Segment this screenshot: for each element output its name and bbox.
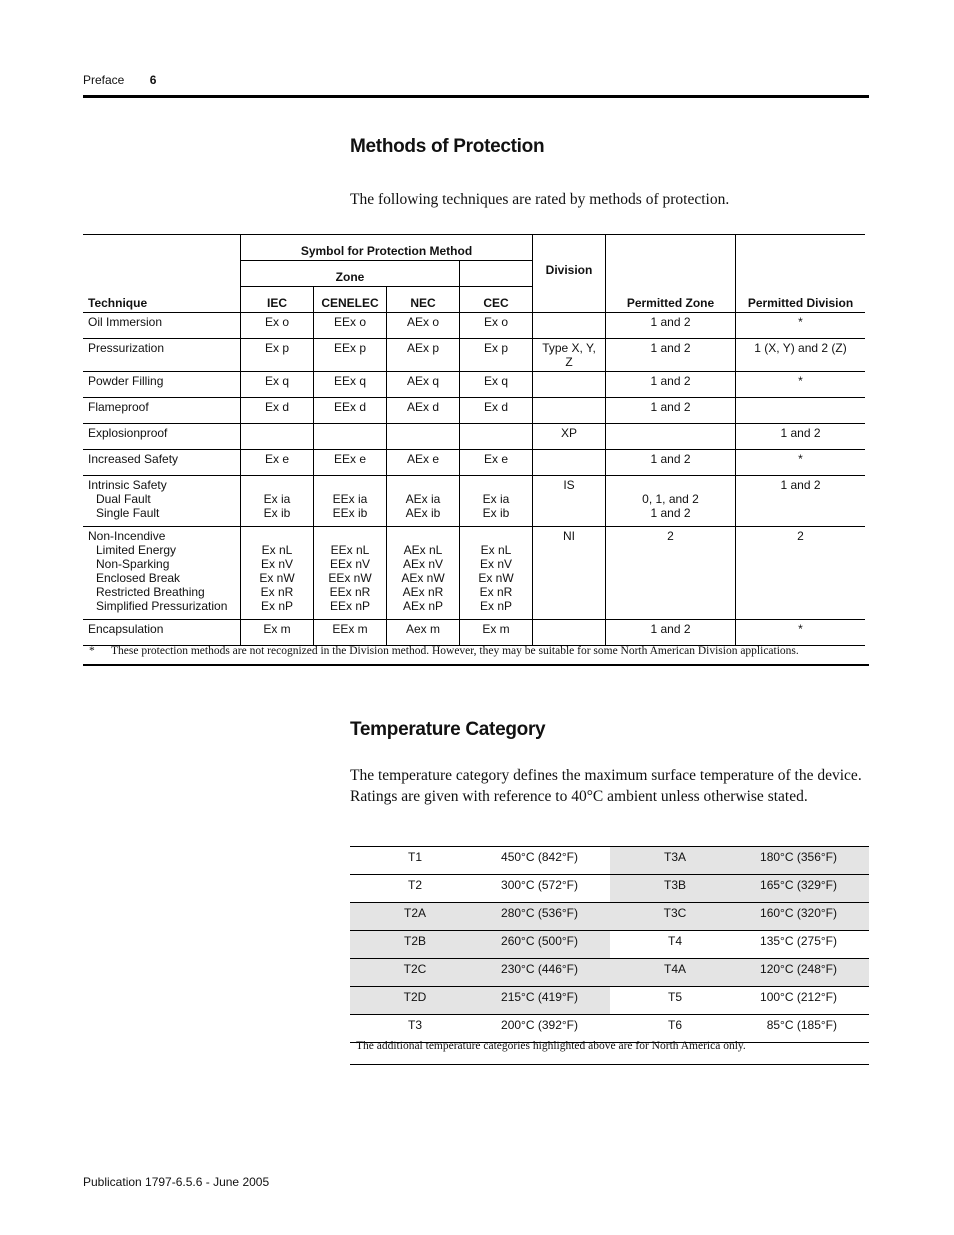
temp-class: T3B: [610, 875, 740, 903]
protection-methods-table: [83, 234, 865, 646]
temp-value: 280°C (536°F): [480, 903, 610, 931]
permitted-division-header: Permitted Division: [736, 287, 866, 313]
temp-class: T6: [610, 1015, 740, 1043]
temperature-row: [350, 987, 869, 1015]
temperature-row: [350, 875, 869, 903]
temp-value: 135°C (275°F): [740, 931, 869, 959]
temperature-table: [350, 846, 869, 1043]
table-row: Increased Safety Ex e EEx e AEx e Ex e 1 and 2 *: [83, 450, 865, 476]
table-row: Non-Incendive Limited Energy Non-Sparking Enclosed Break Restricted Breathing Simplified Pressurization Ex nL Ex nV Ex nW Ex nR Ex nP EEx nL EEx nV EEx nW EEx nR EEx nP AEx nL AEx nV AEx nW AEx nR AEx nP Ex nL Ex nV Ex nW Ex nR Ex nP NI 2 2: [83, 527, 865, 620]
temp-value: 85°C (185°F): [740, 1015, 869, 1043]
temp-class: T3: [350, 1015, 480, 1043]
temp-class: T2A: [350, 903, 480, 931]
table-row: Encapsulation Ex m EEx m Aex m Ex m 1 and 2 *: [83, 620, 865, 646]
header-section: Preface: [83, 73, 125, 87]
header-rule: [83, 95, 869, 98]
table-row: Powder Filling Ex q EEx q AEx q Ex q 1 and 2 *: [83, 372, 865, 398]
technique-header: Technique: [88, 296, 148, 310]
temp-value: 100°C (212°F): [740, 987, 869, 1015]
publication-footer: Publication 1797-6.5.6 - June 2005: [83, 1175, 270, 1189]
temp-class: T1: [350, 847, 480, 875]
temp-value: 120°C (248°F): [740, 959, 869, 987]
cenelec-header: CENELEC: [314, 287, 387, 313]
temp-value: 160°C (320°F): [740, 903, 869, 931]
temp-value: 200°C (392°F): [480, 1015, 610, 1043]
temp-class: T2: [350, 875, 480, 903]
iec-header: IEC: [241, 287, 314, 313]
cec-header: CEC: [460, 287, 533, 313]
footnote-mark: *: [89, 645, 95, 657]
temperature-row: [350, 847, 869, 875]
temp-class: T2B: [350, 931, 480, 959]
table-row: Flameproof Ex d EEx d AEx d Ex d 1 and 2: [83, 398, 865, 424]
methods-intro: The following techniques are rated by methods of protection.: [350, 191, 730, 208]
methods-title: Methods of Protection: [350, 136, 545, 157]
division-header: Division: [533, 261, 606, 287]
temp-class: T2D: [350, 987, 480, 1015]
symbol-group-header: Symbol for Protection Method: [241, 235, 533, 261]
temp-class: T4A: [610, 959, 740, 987]
zone-header: Zone: [241, 261, 460, 287]
temperature-row: [350, 959, 869, 987]
temperature-note: The additional temperature categories highlighted above are for North America only.: [350, 1030, 869, 1065]
footnote-text: These protection methods are not recognized in the Division method. However, they may be suitable for some North American Division applications.: [111, 645, 799, 657]
running-header: [83, 73, 156, 87]
temp-value: 165°C (329°F): [740, 875, 869, 903]
table-row: Pressurization Ex p EEx p AEx p Ex p Type X, Y, Z 1 and 2 1 (X, Y) and 2 (Z): [83, 339, 865, 372]
temp-class: T5: [610, 987, 740, 1015]
table-row: Intrinsic Safety Dual Fault Single Fault Ex ia Ex ib EEx ia EEx ib AEx ia AEx ib Ex ia Ex ib IS 0, 1, and 2 1 and 2 1 and 2: [83, 476, 865, 527]
temperature-intro: The temperature category defines the maximum surface temperature of the device. Ratings are given with reference to 40°C ambient unless otherwise stated.: [350, 767, 862, 805]
page-number: 6: [149, 73, 157, 87]
nec-header: NEC: [387, 287, 460, 313]
temp-value: 300°C (572°F): [480, 875, 610, 903]
temperature-row: [350, 903, 869, 931]
temp-class: T2C: [350, 959, 480, 987]
temp-value: 450°C (842°F): [480, 847, 610, 875]
temp-value: 260°C (500°F): [480, 931, 610, 959]
table-row: Explosionproof XP 1 and 2: [83, 424, 865, 450]
table-row: Oil Immersion Ex o EEx o AEx o Ex o 1 and 2 *: [83, 313, 865, 339]
permitted-zone-header: Permitted Zone: [606, 287, 736, 313]
temp-value: 215°C (419°F): [480, 987, 610, 1015]
temperature-title: Temperature Category: [350, 719, 546, 740]
temp-class: T3C: [610, 903, 740, 931]
temp-value: 180°C (356°F): [740, 847, 869, 875]
temp-value: 230°C (446°F): [480, 959, 610, 987]
methods-footnote: [83, 640, 869, 666]
temp-class: T4: [610, 931, 740, 959]
temperature-row: [350, 931, 869, 959]
temp-class: T3A: [610, 847, 740, 875]
